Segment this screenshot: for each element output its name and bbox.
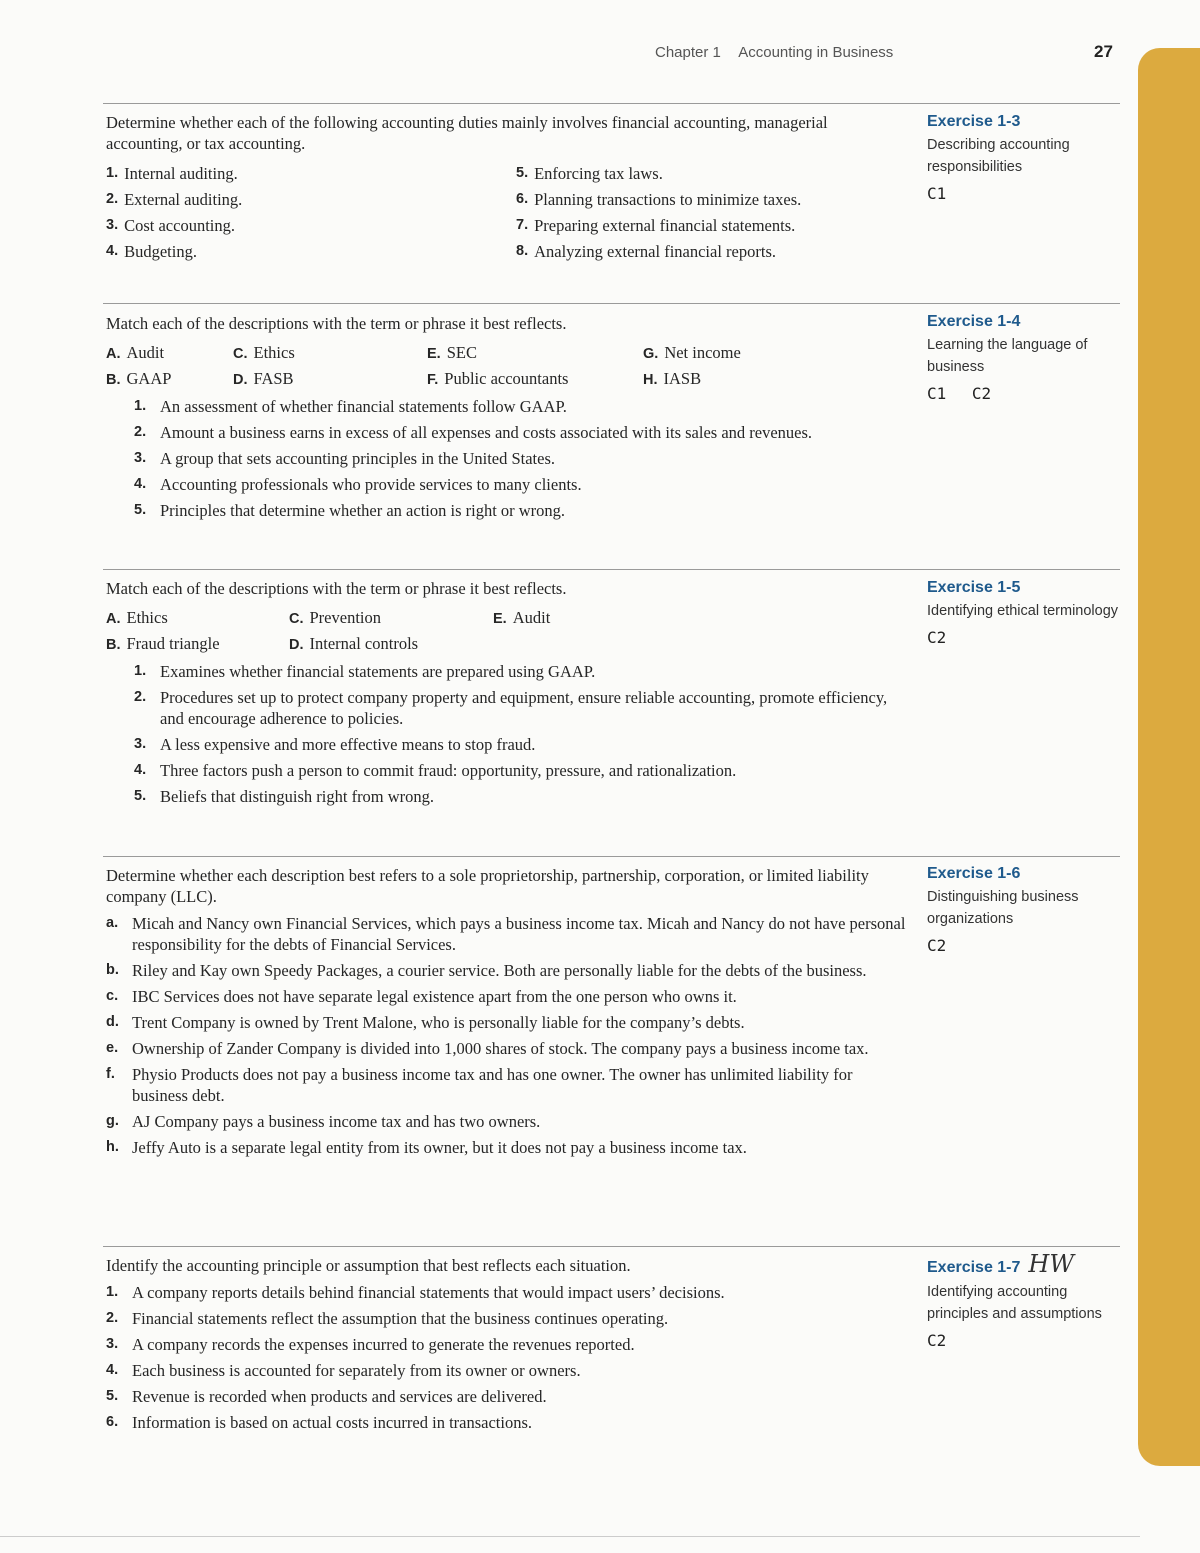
item-number: 4. xyxy=(134,762,147,778)
section-divider xyxy=(103,103,1120,104)
item-number: C. xyxy=(233,345,248,362)
item-text: Internal controls xyxy=(309,633,419,653)
item-number: 6. xyxy=(516,190,529,207)
item-text: Ethics xyxy=(126,607,168,627)
item-number: B. xyxy=(106,371,121,388)
item-number: D. xyxy=(289,636,304,653)
item-text: Prevention xyxy=(309,607,381,627)
item-number: 1. xyxy=(106,164,119,181)
list-item xyxy=(106,1012,906,1033)
answer-choice xyxy=(106,607,289,630)
exercise-1-3 xyxy=(106,112,906,264)
item-number: 3. xyxy=(134,450,147,466)
instruction: Match each of the descriptions with the term or phrase it best reflects. xyxy=(106,579,567,598)
item-number: H. xyxy=(643,371,658,388)
list-item xyxy=(516,186,906,212)
running-header xyxy=(655,44,893,61)
choice-row xyxy=(106,631,906,657)
answer-choices xyxy=(106,340,906,392)
item-number: D. xyxy=(233,371,248,388)
item-number: 4. xyxy=(106,242,119,259)
item-text: External auditing. xyxy=(124,189,243,209)
item-text: Planning transactions to minimize taxes. xyxy=(534,189,802,209)
list-item xyxy=(106,160,516,186)
item-number: A. xyxy=(106,610,121,627)
instruction: Match each of the descriptions with the term or phrase it best reflects. xyxy=(106,314,567,333)
item-text: Net income xyxy=(664,342,741,362)
item-text: Enforcing tax laws. xyxy=(534,163,663,183)
item-list xyxy=(106,396,906,521)
list-item xyxy=(134,786,906,807)
item-number: a. xyxy=(106,915,119,931)
item-text: Budgeting. xyxy=(124,241,197,261)
item-text: Jeffy Auto is a separate legal entity from its owner, but it does not pay a business income tax. xyxy=(132,1138,747,1157)
section-divider xyxy=(103,856,1120,857)
instruction: Determine whether each description best refers to a sole proprietorship, partnership, corporation, or limited liability company (LLC). xyxy=(106,866,869,906)
item-number: B. xyxy=(106,636,121,653)
list-item xyxy=(134,500,906,521)
answer-choice xyxy=(289,607,493,630)
item-text: A company reports details behind financial statements that would impact users’ decisions. xyxy=(132,1283,725,1302)
answer-choice xyxy=(233,368,427,391)
list-item xyxy=(106,1137,906,1158)
learning-objective-codes xyxy=(927,384,1127,403)
item-number: 3. xyxy=(106,1336,119,1352)
item-text: Accounting professionals who provide services to many clients. xyxy=(160,475,582,494)
answer-choice xyxy=(289,633,493,656)
bottom-edge xyxy=(0,1536,1140,1537)
exercise-1-7 xyxy=(106,1255,906,1438)
item-number: A. xyxy=(106,345,121,362)
learning-objective-codes xyxy=(927,184,1127,203)
answer-choice xyxy=(233,342,427,365)
exercise-description: Distinguishing business organizations xyxy=(927,889,1079,927)
exercise-label-text: Exercise 1-7 xyxy=(927,1259,1021,1276)
item-text: GAAP xyxy=(126,368,172,388)
exercise-1-4-sidebar xyxy=(927,313,1127,403)
list-item xyxy=(106,1308,906,1329)
item-text: Beliefs that distinguish right from wrong. xyxy=(160,787,435,806)
list-item xyxy=(106,212,516,238)
answer-choices xyxy=(106,605,906,657)
item-text: Fraud triangle xyxy=(126,633,220,653)
exercise-1-5-sidebar xyxy=(927,579,1127,647)
item-number: 2. xyxy=(106,1310,119,1326)
list-item xyxy=(134,760,906,781)
exercise-label: Exercise 1-5 xyxy=(927,579,1021,596)
list-item xyxy=(106,1334,906,1355)
instruction: Determine whether each of the following accounting duties mainly involves financial accounting, managerial accounting, or tax accounting. xyxy=(106,113,828,153)
list-item xyxy=(134,734,906,755)
list-item xyxy=(106,1412,906,1433)
exercise-1-3-sidebar xyxy=(927,113,1127,203)
list-item xyxy=(106,238,516,264)
item-number: g. xyxy=(106,1113,119,1129)
item-number: E. xyxy=(427,345,441,362)
item-text: Analyzing external financial reports. xyxy=(534,241,776,261)
exercise-1-7-sidebar xyxy=(927,1250,1127,1350)
list-item xyxy=(134,422,906,443)
exercise-label xyxy=(927,1250,1127,1278)
item-text: IBC Services does not have separate legal existence apart from the one person who owns it. xyxy=(132,987,737,1006)
item-text: Public accountants xyxy=(444,368,569,388)
exercise-1-5 xyxy=(106,578,906,812)
item-number: 5. xyxy=(134,788,147,804)
answer-choice xyxy=(106,633,289,656)
list-item xyxy=(106,1111,906,1132)
exercise-description: Learning the language of business xyxy=(927,337,1088,375)
list-item xyxy=(516,160,906,186)
item-text: Riley and Kay own Speedy Packages, a courier service. Both are personally liable for the debts of the business. xyxy=(132,961,867,980)
item-grid xyxy=(106,160,906,264)
answer-choice xyxy=(427,342,643,365)
item-number: 4. xyxy=(106,1362,119,1378)
item-number: 5. xyxy=(106,1388,119,1404)
item-number: 3. xyxy=(134,736,147,752)
objective-code: C2 xyxy=(927,1331,947,1350)
answer-choice xyxy=(643,368,823,391)
exercise-1-4 xyxy=(106,313,906,526)
list-item xyxy=(106,1282,906,1303)
item-number: b. xyxy=(106,962,119,978)
choice-row xyxy=(106,366,906,392)
item-text: Each business is accounted for separately from its owner or owners. xyxy=(132,1361,581,1380)
exercise-label: Exercise 1-6 xyxy=(927,865,1021,882)
page-edge-tab xyxy=(1138,48,1200,1466)
item-text: Preparing external financial statements. xyxy=(534,215,796,235)
answer-choice xyxy=(106,368,233,391)
choice-row xyxy=(106,605,906,631)
item-number: 8. xyxy=(516,242,529,259)
item-text: Revenue is recorded when products and services are delivered. xyxy=(132,1387,547,1406)
list-item xyxy=(106,913,906,955)
item-text: Physio Products does not pay a business income tax and has one owner. The owner has unlimited liability for business debt. xyxy=(132,1065,853,1105)
section-divider xyxy=(103,1246,1120,1247)
item-text: Principles that determine whether an action is right or wrong. xyxy=(160,501,566,520)
list-item xyxy=(134,396,906,417)
objective-code: C2 xyxy=(927,628,947,647)
answer-choice xyxy=(427,368,643,391)
instruction: Identify the accounting principle or assumption that best reflects each situation. xyxy=(106,1256,631,1275)
learning-objective-codes xyxy=(927,936,1127,955)
item-number: G. xyxy=(643,345,659,362)
item-text: An assessment of whether financial statements follow GAAP. xyxy=(160,397,567,416)
list-item xyxy=(134,474,906,495)
item-text: A group that sets accounting principles in the United States. xyxy=(160,449,556,468)
item-number: F. xyxy=(427,371,439,388)
item-text: Cost accounting. xyxy=(124,215,235,235)
page-number: 27 xyxy=(1094,42,1113,61)
list-item xyxy=(106,986,906,1007)
item-number: 5. xyxy=(516,164,529,181)
item-number: 5. xyxy=(134,502,147,518)
exercise-1-6 xyxy=(106,865,906,1163)
item-number: 1. xyxy=(134,663,147,679)
item-number: 2. xyxy=(134,689,147,705)
list-item xyxy=(106,1038,906,1059)
objective-code: C1 xyxy=(927,184,947,203)
exercise-description: Identifying ethical terminology xyxy=(927,603,1119,619)
item-number: 3. xyxy=(106,216,119,233)
exercise-description: Identifying accounting principles and assumptions xyxy=(927,1284,1102,1322)
objective-code: C1 xyxy=(927,384,947,403)
answer-choice xyxy=(106,342,233,365)
answer-choice xyxy=(493,607,693,630)
item-number: 1. xyxy=(106,1284,119,1300)
item-text: A company records the expenses incurred to generate the revenues reported. xyxy=(132,1335,635,1354)
chapter-label: Chapter 1 xyxy=(655,44,721,61)
item-text: Audit xyxy=(126,342,165,362)
item-number: h. xyxy=(106,1139,119,1155)
item-text: Ownership of Zander Company is divided into 1,000 shares of stock. The company pays a business income tax. xyxy=(132,1039,869,1058)
item-text: IASB xyxy=(663,368,702,388)
learning-objective-codes xyxy=(927,628,1127,647)
list-item xyxy=(516,212,906,238)
item-list xyxy=(106,661,906,807)
list-item xyxy=(106,186,516,212)
item-number: 4. xyxy=(134,476,147,492)
item-number: 6. xyxy=(106,1414,119,1430)
item-text: Examines whether financial statements are prepared using GAAP. xyxy=(160,662,596,681)
item-number: e. xyxy=(106,1040,119,1056)
item-number: 2. xyxy=(134,424,147,440)
exercise-label: Exercise 1-3 xyxy=(927,113,1021,130)
item-number: d. xyxy=(106,1014,119,1030)
item-text: Amount a business earns in excess of all expenses and costs associated with its sales and revenues. xyxy=(160,423,813,442)
item-text: Financial statements reflect the assumption that the business continues operating. xyxy=(132,1309,669,1328)
section-divider xyxy=(103,303,1120,304)
section-divider xyxy=(103,569,1120,570)
item-number: 2. xyxy=(106,190,119,207)
item-text: Internal auditing. xyxy=(124,163,238,183)
item-text: Procedures set up to protect company property and equipment, ensure reliable accounting, promote efficiency, and encourage adherence to policies. xyxy=(160,688,888,728)
exercise-label: Exercise 1-4 xyxy=(927,313,1021,330)
item-text: Audit xyxy=(512,607,551,627)
list-item xyxy=(134,448,906,469)
list-item xyxy=(106,1360,906,1381)
item-number: 7. xyxy=(516,216,529,233)
chapter-title: Accounting in Business xyxy=(738,44,894,61)
item-number: C. xyxy=(289,610,304,627)
item-text: FASB xyxy=(253,368,294,388)
exercise-1-6-sidebar xyxy=(927,865,1127,955)
item-list xyxy=(106,913,906,1158)
item-number: c. xyxy=(106,988,119,1004)
choice-row xyxy=(106,340,906,366)
list-item xyxy=(106,960,906,981)
item-number: E. xyxy=(493,610,507,627)
list-item xyxy=(134,661,906,682)
item-text: Trent Company is owned by Trent Malone, who is personally liable for the company’s debts. xyxy=(132,1013,745,1032)
item-text: AJ Company pays a business income tax and has two owners. xyxy=(132,1112,541,1131)
objective-code: C2 xyxy=(971,384,992,403)
list-item xyxy=(134,687,906,729)
item-list xyxy=(106,1282,906,1433)
item-number: f. xyxy=(106,1066,115,1082)
objective-code: C2 xyxy=(927,936,947,955)
item-text: Ethics xyxy=(253,342,295,362)
handwritten-note: HW xyxy=(1028,1250,1075,1278)
exercise-description: Describing accounting responsibilities xyxy=(927,137,1070,175)
answer-choice xyxy=(643,342,823,365)
list-item xyxy=(106,1064,906,1106)
item-number: 1. xyxy=(134,398,147,414)
item-text: A less expensive and more effective means to stop fraud. xyxy=(160,735,536,754)
item-text: Information is based on actual costs incurred in transactions. xyxy=(132,1413,533,1432)
item-text: Three factors push a person to commit fraud: opportunity, pressure, and rationalization. xyxy=(160,761,737,780)
learning-objective-codes xyxy=(927,1331,1127,1350)
list-item xyxy=(106,1386,906,1407)
item-text: SEC xyxy=(446,342,477,362)
item-text: Micah and Nancy own Financial Services, which pays a business income tax. Micah and Nancy do not have personal responsibility for the debts of Financial Services. xyxy=(132,914,906,954)
list-item xyxy=(516,238,906,264)
